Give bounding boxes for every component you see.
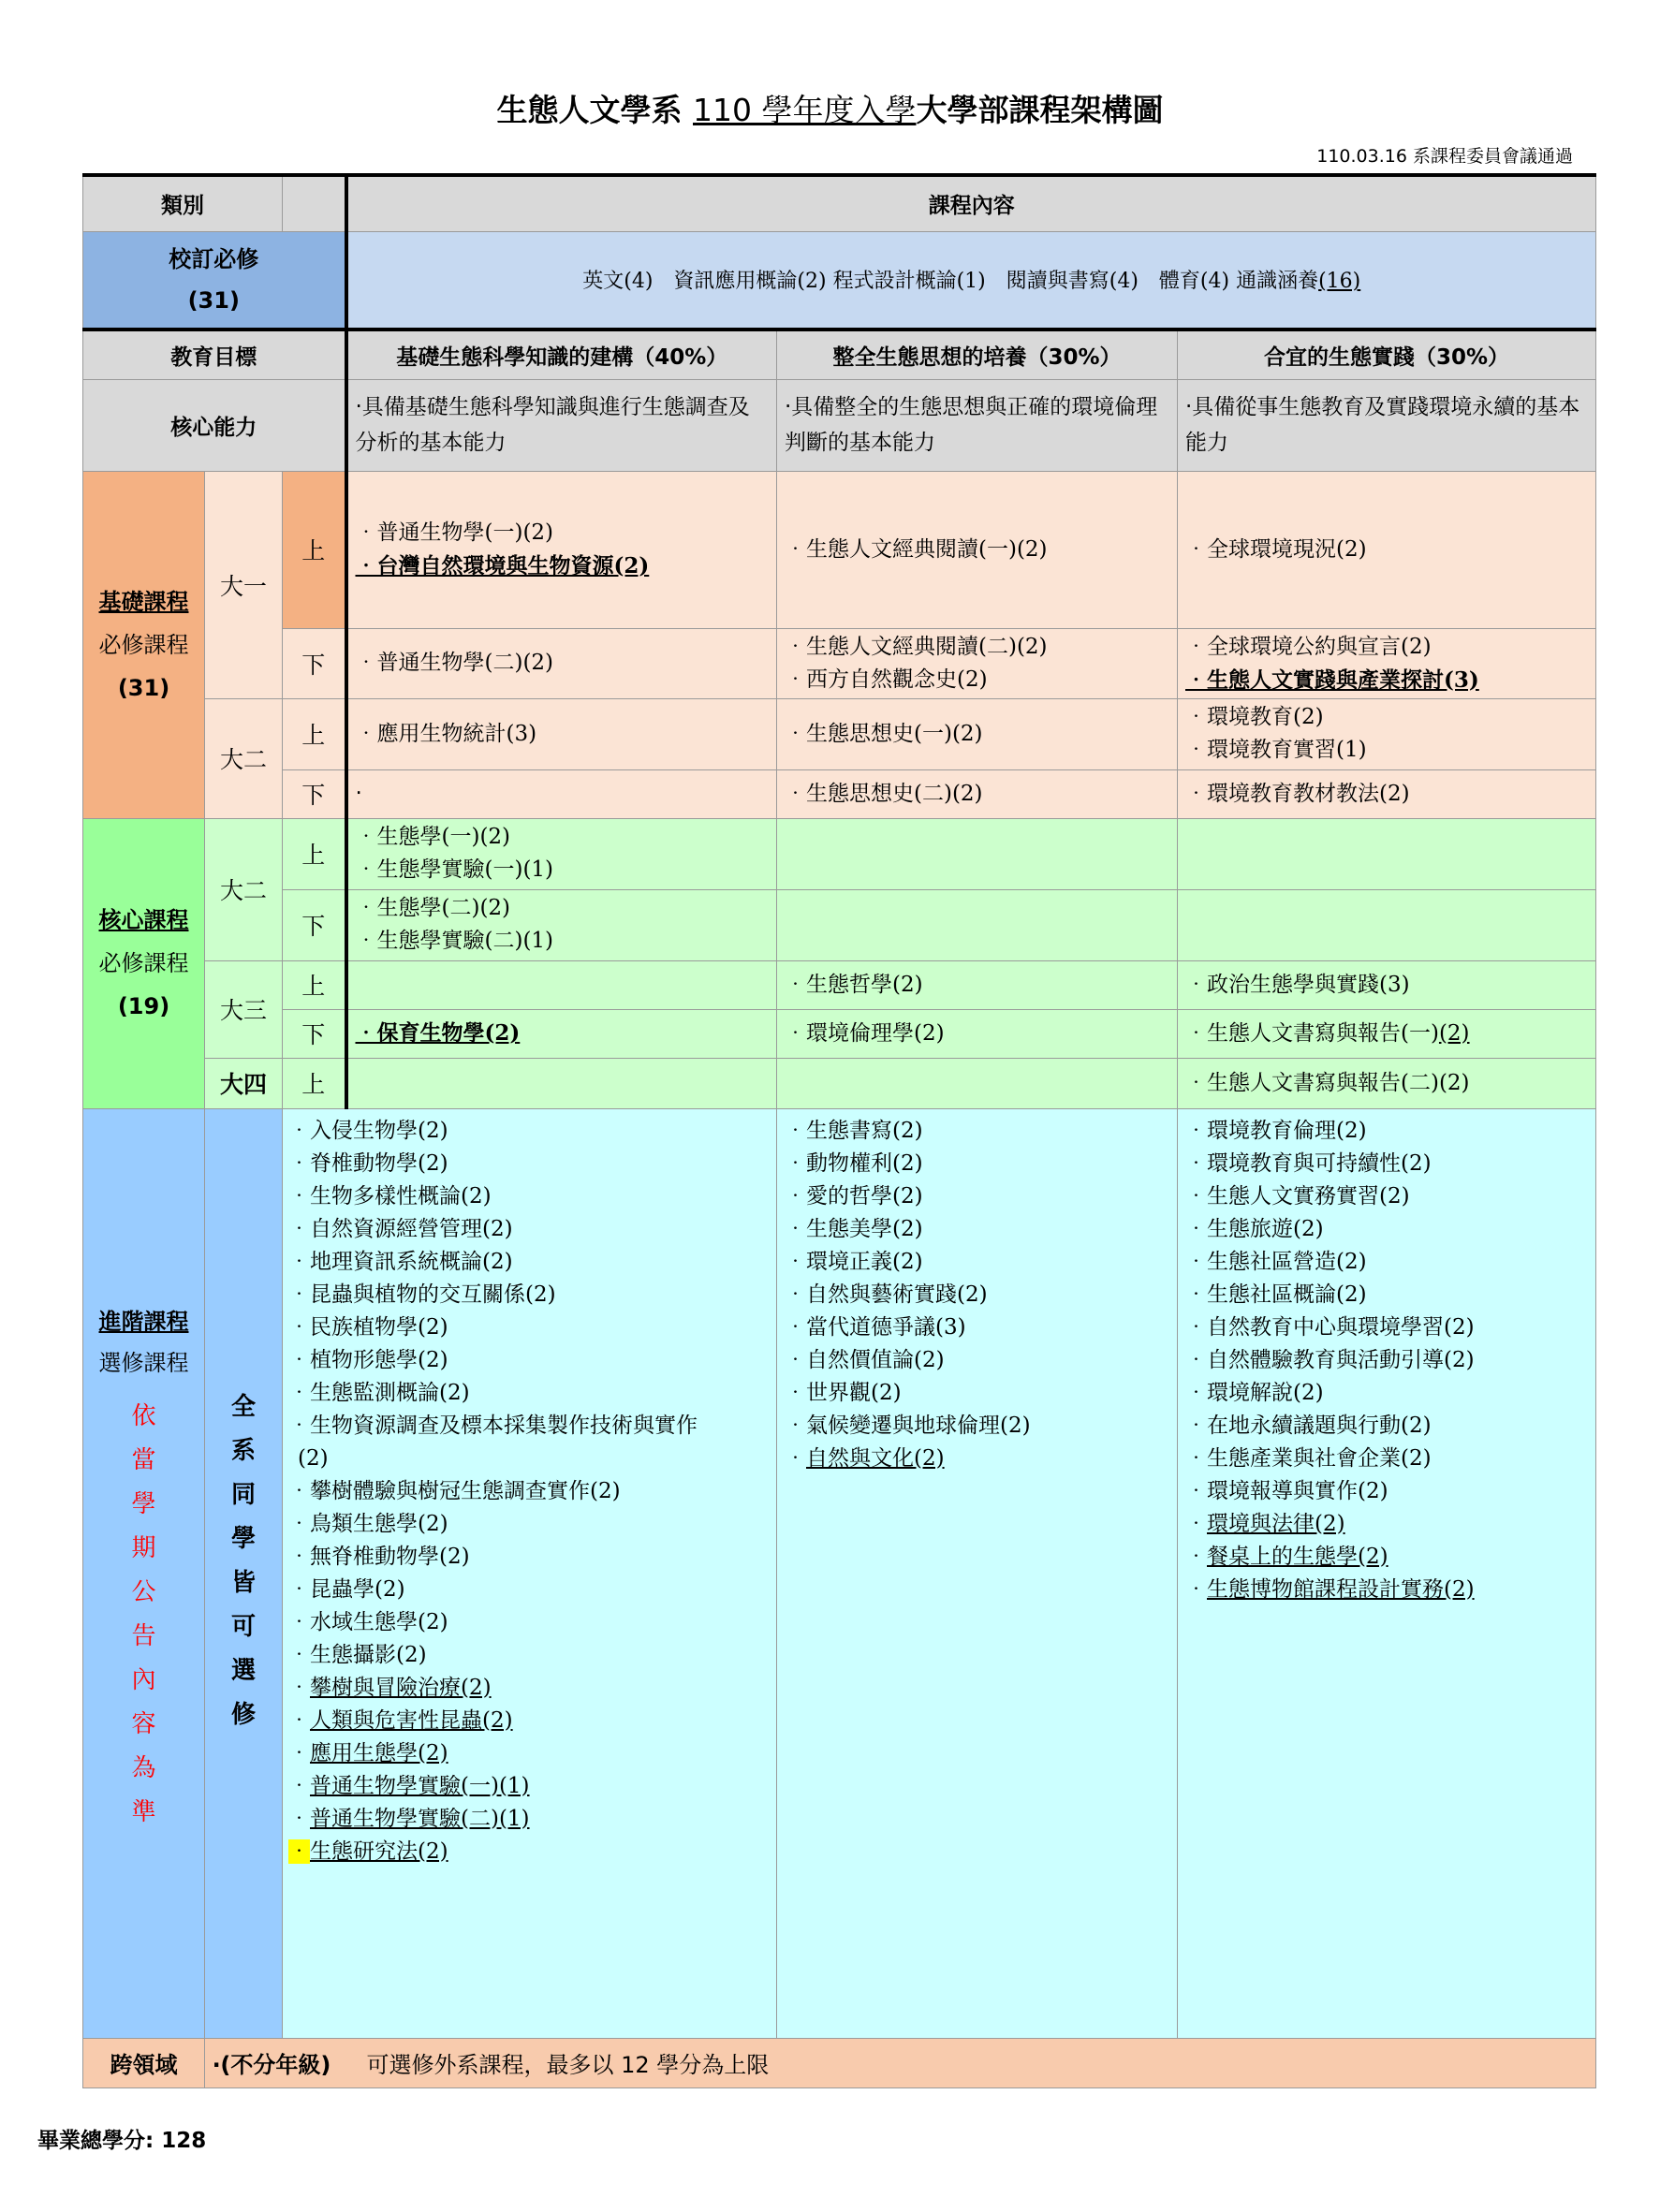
basic-y1-down: 下	[283, 628, 346, 698]
basic-y1d-science: ‧普通生物學(二)(2)	[346, 628, 777, 698]
core-y3u-thought: ‧生態哲學(2)	[777, 960, 1178, 1009]
goals-label: 教育目標	[83, 330, 346, 379]
required-school-label: 校訂必修 (31)	[83, 231, 346, 330]
basic-y2d-science: ‧	[346, 769, 777, 818]
core-y3-up: 上	[283, 960, 346, 1009]
basic-y2u-thought: ‧生態思想史(一)(2)	[777, 698, 1178, 769]
advanced-thought-list: ‧生態書寫(2) ‧動物權利(2) ‧愛的哲學(2) ‧生態美學(2) ‧環境正義(2) ‧自然與藝術實踐(2) ‧當代道德爭議(3) ‧自然價值論(2) ‧世界觀(2) ‧氣候變遷與地球倫理(2) ‧自然與文化(2)	[777, 1108, 1178, 2038]
page-title: 生態人文學系 110 學年度入學大學部課程架構圖	[496, 92, 1164, 128]
graduation-credits: 畢業總學分: 128	[37, 2129, 207, 2153]
header-content: 課程內容	[346, 175, 1596, 231]
core-y2-up: 上	[283, 818, 346, 889]
advanced-science-list: ‧入侵生物學(2) ‧脊椎動物學(2) ‧生物多樣性概論(2) ‧自然資源經營管理(2) ‧地理資訊系統概論(2) ‧昆蟲與植物的交互關係(2) ‧民族植物學(2) ‧植物形態學(2) ‧生態監測概論(2) ‧生物資源調查及標本採集製作技術與實作 (2) ‧攀樹體驗與樹冠生態調查實作(2) ‧鳥類生態學(2) ‧無脊椎動物學(2) ‧昆蟲學(2) ‧水域生態學(2) ‧生態攝影(2) ‧攀樹與冒險治療(2) ‧人類與危害性昆蟲(2) ‧應用生態學(2) ‧普通生物學實驗(一)(1) ‧普通生物學實驗(二)(1) ‧生態研究法(2)	[283, 1108, 777, 2038]
ability-practice: ‧具備從事生態教育及實踐環境永續的基本能力	[1178, 379, 1596, 471]
cross-domain-label: 跨領域	[83, 2038, 205, 2087]
header-category: 類別	[83, 175, 283, 231]
basic-category: 基礎課程 必修課程 (31)	[83, 471, 205, 818]
goal-practice: 合宜的生態實踐（30%）	[1178, 330, 1596, 379]
basic-y1u-practice: ‧全球環境現況(2)	[1178, 471, 1596, 628]
basic-y2d-practice: ‧環境教育教材教法(2)	[1178, 769, 1596, 818]
core-y2d-science: ‧生態學(二)(2) ‧生態學實驗(二)(1)	[346, 889, 777, 960]
goal-thought: 整全生態思想的培養（30%）	[777, 330, 1178, 379]
core-y3d-practice: ‧生態人文書寫與報告(一)(2)	[1178, 1009, 1596, 1058]
core-y2u-thought	[777, 818, 1178, 889]
advanced-note: 依 當 學 期 公 告 內 容 為 準	[131, 1401, 156, 1826]
core-year3: 大三	[205, 960, 283, 1058]
cross-domain-content: ‧(不分年級) 可選修外系課程，最多以 12 學分為上限	[205, 2038, 1596, 2087]
core-y2d-practice	[1178, 889, 1596, 960]
core-y2u-science: ‧生態學(一)(2) ‧生態學實驗(一)(1)	[346, 818, 777, 889]
goal-science: 基礎生態科學知識的建構（40%）	[346, 330, 777, 379]
core-y4u-science	[346, 1058, 777, 1108]
basic-y2u-science: ‧應用生物統計(3)	[346, 698, 777, 769]
header-spacer	[283, 175, 346, 231]
core-year2: 大二	[205, 818, 283, 960]
basic-y1u-science: ‧普通生物學(一)(2) ‧台灣自然環境與生物資源(2)	[346, 471, 777, 628]
basic-y2d-thought: ‧生態思想史(二)(2)	[777, 769, 1178, 818]
core-ability-label: 核心能力	[83, 379, 346, 471]
basic-y1d-practice: ‧全球環境公約與宣言(2) ‧生態人文實踐與產業探討(3)	[1178, 628, 1596, 698]
core-y4-up: 上	[283, 1058, 346, 1108]
ability-thought: ‧具備整全的生態思想與正確的環境倫理判斷的基本能力	[777, 379, 1178, 471]
core-y3-down: 下	[283, 1009, 346, 1058]
core-y3u-science	[346, 960, 777, 1009]
core-y4u-thought	[777, 1058, 1178, 1108]
core-y3d-thought: ‧環境倫理學(2)	[777, 1009, 1178, 1058]
advanced-practice-list: ‧環境教育倫理(2) ‧環境教育與可持續性(2) ‧生態人文實務實習(2) ‧生態旅遊(2) ‧生態社區營造(2) ‧生態社區概論(2) ‧自然教育中心與環境學習(2) ‧自然體驗教育與活動引導(2) ‧環境解說(2) ‧在地永續議題與行動(2) ‧生態產業與社會企業(2) ‧環境報導與實作(2) ‧環境與法律(2) ‧餐桌上的生態學(2) ‧生態博物館課程設計實務(2)	[1178, 1108, 1596, 2038]
basic-y1d-thought: ‧生態人文經典閱讀(二)(2) ‧西方自然觀念史(2)	[777, 628, 1178, 698]
basic-year2: 大二	[205, 698, 283, 818]
core-y2u-practice	[1178, 818, 1596, 889]
basic-y2u-practice: ‧環境教育(2) ‧環境教育實習(1)	[1178, 698, 1596, 769]
basic-y1-up: 上	[283, 471, 346, 628]
basic-year1: 大一	[205, 471, 283, 698]
advanced-category: 進階課程 選修課程 依 當 學 期 公 告 內 容 為 準	[83, 1108, 205, 2038]
ability-science: ‧具備基礎生態科學知識與進行生態調查及分析的基本能力	[346, 379, 777, 471]
basic-y2-up: 上	[283, 698, 346, 769]
core-y2-down: 下	[283, 889, 346, 960]
approval-note: 110.03.16 系課程委員會議通過	[1316, 146, 1573, 167]
core-y3d-science: ‧保育生物學(2)	[346, 1009, 777, 1058]
core-category: 核心課程 必修課程 (19)	[83, 818, 205, 1108]
core-y2d-thought	[777, 889, 1178, 960]
advanced-all-students: 全 系 同 學 皆 可 選 修	[205, 1108, 283, 2038]
basic-y2-down: 下	[283, 769, 346, 818]
required-school-courses: 英文(4) 資訊應用概論(2) 程式設計概論(1) 閱讀與書寫(4) 體育(4) 通識涵養(16)	[346, 231, 1596, 330]
core-y4u-practice: ‧生態人文書寫與報告(二)(2)	[1178, 1058, 1596, 1108]
basic-y1u-thought: ‧生態人文經典閱讀(一)(2)	[777, 471, 1178, 628]
core-year4: 大四	[205, 1058, 283, 1108]
curriculum-table	[82, 173, 1596, 2088]
core-y3u-practice: ‧政治生態學與實踐(3)	[1178, 960, 1596, 1009]
